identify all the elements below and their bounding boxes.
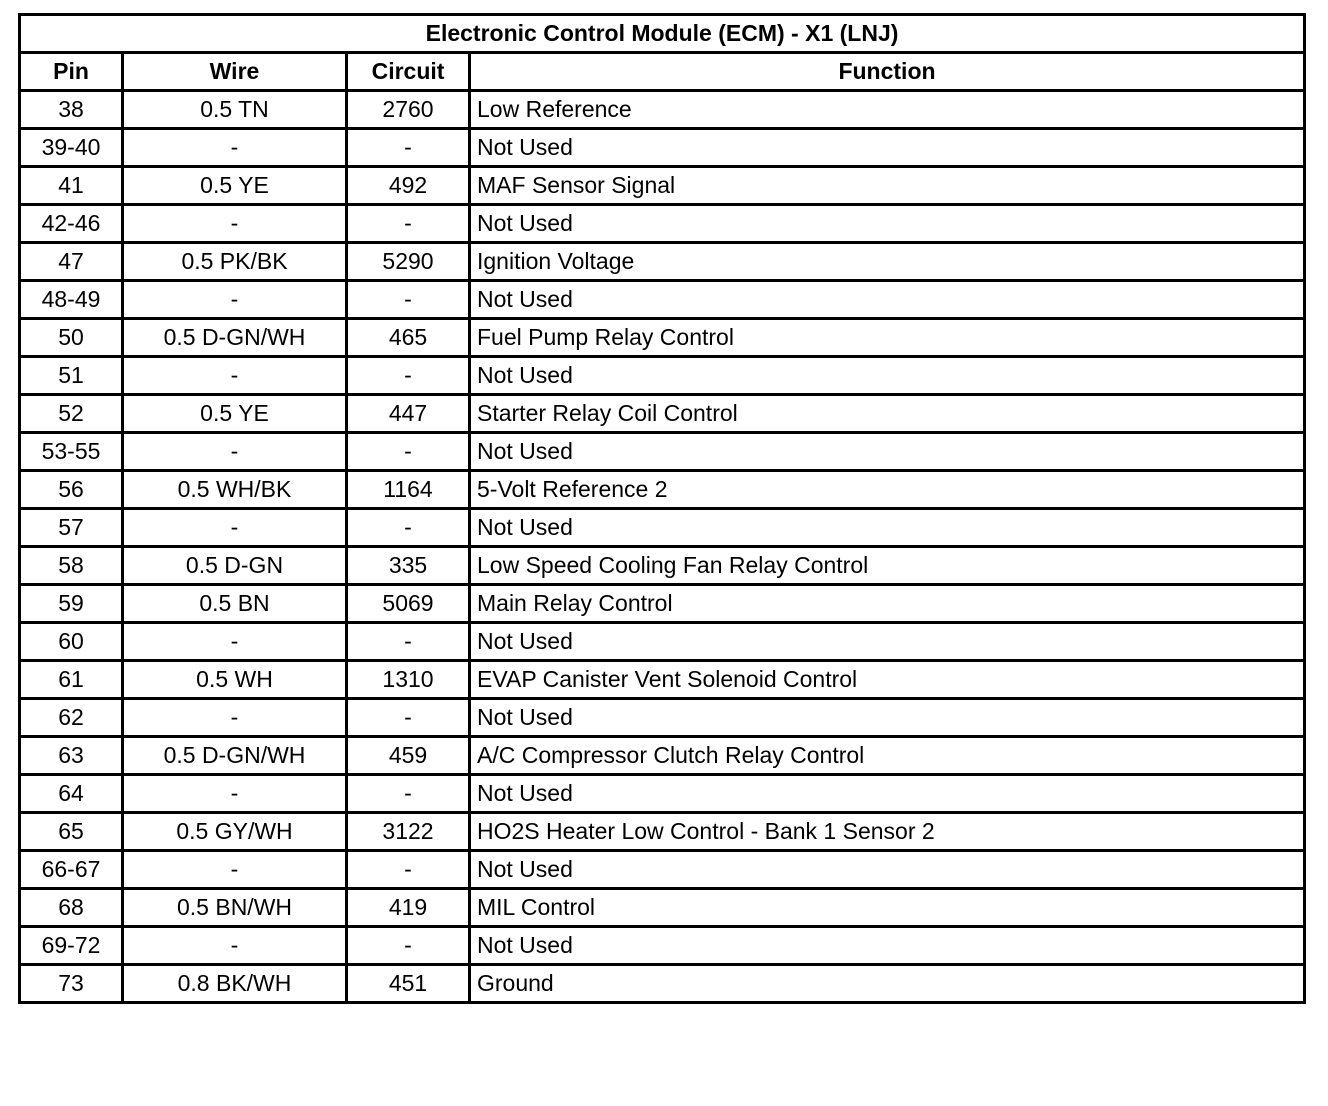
wire-cell: - bbox=[123, 433, 347, 471]
circuit-cell: - bbox=[347, 357, 470, 395]
function-cell: Not Used bbox=[470, 775, 1305, 813]
wire-cell: 0.5 WH/BK bbox=[123, 471, 347, 509]
table-row bbox=[20, 813, 1305, 851]
wire-cell: 0.5 GY/WH bbox=[123, 813, 347, 851]
circuit-cell: - bbox=[347, 775, 470, 813]
wire-cell: 0.5 D-GN bbox=[123, 547, 347, 585]
wire-cell: 0.5 D-GN/WH bbox=[123, 737, 347, 775]
wire-cell: - bbox=[123, 623, 347, 661]
circuit-cell: 5290 bbox=[347, 243, 470, 281]
table-row bbox=[20, 91, 1305, 129]
table-row bbox=[20, 661, 1305, 699]
wire-cell: 0.5 D-GN/WH bbox=[123, 319, 347, 357]
wire-cell: 0.5 YE bbox=[123, 395, 347, 433]
pin-cell: 56 bbox=[20, 471, 123, 509]
function-cell: Ground bbox=[470, 965, 1305, 1003]
circuit-cell: - bbox=[347, 509, 470, 547]
pin-cell: 58 bbox=[20, 547, 123, 585]
table-row bbox=[20, 129, 1305, 167]
table-row bbox=[20, 243, 1305, 281]
table-row bbox=[20, 167, 1305, 205]
table-row bbox=[20, 509, 1305, 547]
function-cell: Low Reference bbox=[470, 91, 1305, 129]
table-row bbox=[20, 889, 1305, 927]
connector-pinout-sheet bbox=[18, 13, 1306, 1089]
pin-cell: 68 bbox=[20, 889, 123, 927]
function-cell: EVAP Canister Vent Solenoid Control bbox=[470, 661, 1305, 699]
column-header-row bbox=[20, 53, 1305, 91]
function-cell: MIL Control bbox=[470, 889, 1305, 927]
table-row bbox=[20, 205, 1305, 243]
wire-cell: - bbox=[123, 927, 347, 965]
circuit-cell: - bbox=[347, 851, 470, 889]
pin-cell: 38 bbox=[20, 91, 123, 129]
function-cell: Not Used bbox=[470, 927, 1305, 965]
wire-cell: 0.5 WH bbox=[123, 661, 347, 699]
pin-cell: 53-55 bbox=[20, 433, 123, 471]
pin-cell: 60 bbox=[20, 623, 123, 661]
wire-cell: 0.5 TN bbox=[123, 91, 347, 129]
circuit-cell: - bbox=[347, 433, 470, 471]
table-row bbox=[20, 585, 1305, 623]
table-row bbox=[20, 281, 1305, 319]
pin-cell: 69-72 bbox=[20, 927, 123, 965]
circuit-cell: 492 bbox=[347, 167, 470, 205]
wire-cell: 0.5 BN/WH bbox=[123, 889, 347, 927]
wire-cell: 0.8 BK/WH bbox=[123, 965, 347, 1003]
circuit-cell: 3122 bbox=[347, 813, 470, 851]
function-cell: Not Used bbox=[470, 699, 1305, 737]
circuit-cell: - bbox=[347, 927, 470, 965]
function-cell: Starter Relay Coil Control bbox=[470, 395, 1305, 433]
table-row bbox=[20, 965, 1305, 1003]
wire-cell: - bbox=[123, 129, 347, 167]
wire-cell: 0.5 BN bbox=[123, 585, 347, 623]
circuit-cell: 465 bbox=[347, 319, 470, 357]
wire-cell: - bbox=[123, 509, 347, 547]
function-cell: Not Used bbox=[470, 205, 1305, 243]
circuit-cell: 5069 bbox=[347, 585, 470, 623]
table-row bbox=[20, 737, 1305, 775]
circuit-cell: 459 bbox=[347, 737, 470, 775]
wire-cell: 0.5 YE bbox=[123, 167, 347, 205]
circuit-cell: - bbox=[347, 129, 470, 167]
wire-cell: - bbox=[123, 775, 347, 813]
function-cell: 5-Volt Reference 2 bbox=[470, 471, 1305, 509]
table-row bbox=[20, 319, 1305, 357]
pin-cell: 47 bbox=[20, 243, 123, 281]
table-title: Electronic Control Module (ECM) - X1 (LNJ) bbox=[20, 15, 1305, 53]
circuit-cell: 419 bbox=[347, 889, 470, 927]
function-cell: Main Relay Control bbox=[470, 585, 1305, 623]
table-row bbox=[20, 357, 1305, 395]
pin-cell: 61 bbox=[20, 661, 123, 699]
wire-cell: - bbox=[123, 205, 347, 243]
function-cell: HO2S Heater Low Control - Bank 1 Sensor 2 bbox=[470, 813, 1305, 851]
table-row bbox=[20, 623, 1305, 661]
column-header-circuit: Circuit bbox=[347, 53, 470, 91]
pin-cell: 59 bbox=[20, 585, 123, 623]
pin-cell: 51 bbox=[20, 357, 123, 395]
table-row bbox=[20, 851, 1305, 889]
circuit-cell: 2760 bbox=[347, 91, 470, 129]
ecm-pinout-table bbox=[18, 13, 1306, 1004]
circuit-cell: 1164 bbox=[347, 471, 470, 509]
table-row bbox=[20, 927, 1305, 965]
pin-cell: 42-46 bbox=[20, 205, 123, 243]
table-title-row bbox=[20, 15, 1305, 53]
circuit-cell: - bbox=[347, 281, 470, 319]
table-row bbox=[20, 775, 1305, 813]
pin-cell: 50 bbox=[20, 319, 123, 357]
pin-cell: 48-49 bbox=[20, 281, 123, 319]
pin-cell: 39-40 bbox=[20, 129, 123, 167]
function-cell: Not Used bbox=[470, 281, 1305, 319]
function-cell: Ignition Voltage bbox=[470, 243, 1305, 281]
pin-cell: 41 bbox=[20, 167, 123, 205]
table-row bbox=[20, 395, 1305, 433]
function-cell: Not Used bbox=[470, 129, 1305, 167]
wire-cell: - bbox=[123, 699, 347, 737]
circuit-cell: - bbox=[347, 205, 470, 243]
pin-cell: 73 bbox=[20, 965, 123, 1003]
wire-cell: - bbox=[123, 851, 347, 889]
function-cell: Not Used bbox=[470, 623, 1305, 661]
pin-cell: 63 bbox=[20, 737, 123, 775]
pin-cell: 52 bbox=[20, 395, 123, 433]
wire-cell: 0.5 PK/BK bbox=[123, 243, 347, 281]
function-cell: Not Used bbox=[470, 433, 1305, 471]
circuit-cell: - bbox=[347, 699, 470, 737]
table-body bbox=[20, 91, 1305, 1003]
function-cell: Not Used bbox=[470, 851, 1305, 889]
function-cell: A/C Compressor Clutch Relay Control bbox=[470, 737, 1305, 775]
circuit-cell: 447 bbox=[347, 395, 470, 433]
table-row bbox=[20, 471, 1305, 509]
column-header-function: Function bbox=[470, 53, 1305, 91]
function-cell: Not Used bbox=[470, 357, 1305, 395]
wire-cell: - bbox=[123, 357, 347, 395]
column-header-wire: Wire bbox=[123, 53, 347, 91]
table-row bbox=[20, 699, 1305, 737]
function-cell: Fuel Pump Relay Control bbox=[470, 319, 1305, 357]
pin-cell: 64 bbox=[20, 775, 123, 813]
function-cell: Not Used bbox=[470, 509, 1305, 547]
circuit-cell: 1310 bbox=[347, 661, 470, 699]
function-cell: MAF Sensor Signal bbox=[470, 167, 1305, 205]
column-header-pin: Pin bbox=[20, 53, 123, 91]
pin-cell: 66-67 bbox=[20, 851, 123, 889]
pin-cell: 62 bbox=[20, 699, 123, 737]
pin-cell: 57 bbox=[20, 509, 123, 547]
pin-cell: 65 bbox=[20, 813, 123, 851]
table-row bbox=[20, 547, 1305, 585]
circuit-cell: 335 bbox=[347, 547, 470, 585]
table-row bbox=[20, 433, 1305, 471]
wire-cell: - bbox=[123, 281, 347, 319]
circuit-cell: - bbox=[347, 623, 470, 661]
circuit-cell: 451 bbox=[347, 965, 470, 1003]
function-cell: Low Speed Cooling Fan Relay Control bbox=[470, 547, 1305, 585]
